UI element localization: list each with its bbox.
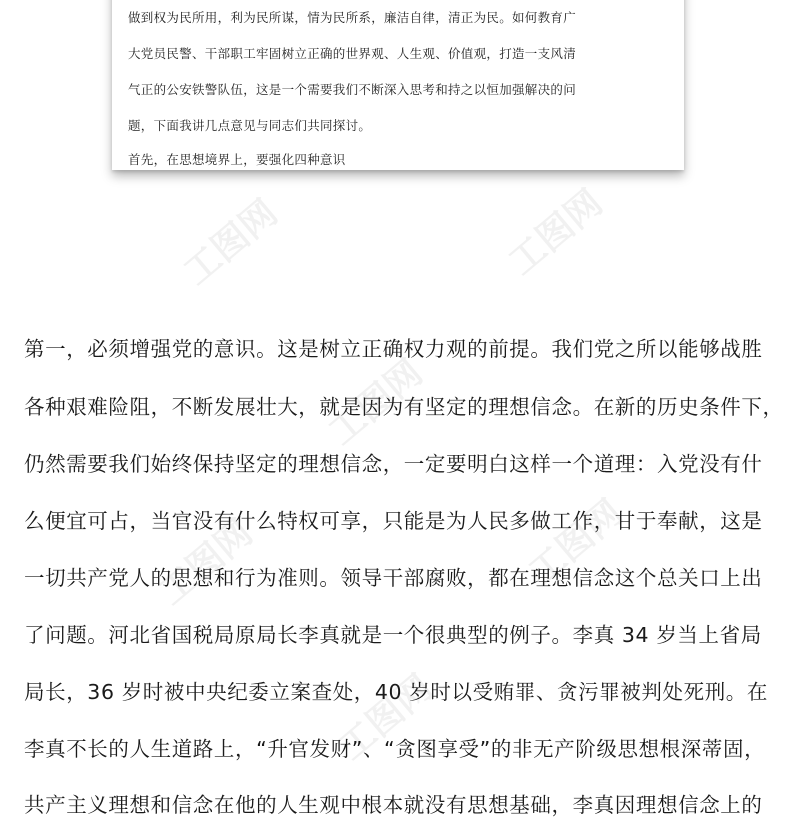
watermark: 工图网	[176, 192, 286, 294]
body-text-line: 仍然需要我们始终保持坚定的理想信念，一定要明白这样一个道理：入党没有什	[24, 452, 763, 476]
body-text-line: 共产主义理想和信念在他的人生观中根本就没有思想基础，李真因理想信念上的	[24, 793, 763, 817]
body-text-line: 么便宜可占，当官没有什么特权可享，只能是为人民多做工作，甘于奉献，这是	[24, 509, 763, 533]
watermark: 工图网	[321, 352, 431, 454]
body-text-line: 了问题。河北省国税局原局长李真就是一个很典型的例子。李真 34 岁当上省局	[24, 623, 762, 647]
body-text-line: 第一，必须增强党的意识。这是树立正确权力观的前提。我们党之所以能够战胜	[24, 337, 763, 361]
card-text-line: 大党员民警、干部职工牢固树立正确的世界观、人生观、价值观，打造一支风清	[128, 46, 577, 61]
watermark: 工图网	[521, 492, 631, 594]
body-text-line: 局长，36 岁时被中央纪委立案查处，40 岁时以受贿罪、贪污罪被判处死刑。在	[24, 680, 769, 704]
body-text-line: 一切共产党人的思想和行为准则。领导干部腐败，都在理想信念这个总关口上出	[24, 566, 763, 590]
card-text-line: 题，下面我讲几点意见与同志们共同探讨。	[128, 118, 372, 133]
document-page-preview	[112, 0, 684, 170]
body-text-line: 各种艰难险阻，不断发展壮大，就是因为有坚定的理想信念。在新的历史条件下，	[24, 395, 784, 419]
card-text-line: 气正的公安铁警队伍，这是一个需要我们不断深入思考和持之以恒加强解决的问	[128, 82, 577, 97]
watermark: 工图网	[151, 512, 261, 614]
card-text-line: 做到权为民所用，利为民所谋，情为民所系，廉洁自律，清正为民。如何教育广	[128, 10, 577, 25]
watermark: 工图网	[501, 182, 611, 284]
watermark: 工图网	[331, 667, 441, 769]
card-section-heading: 首先，在思想境界上，要强化四种意识	[128, 152, 346, 167]
body-text-line: 李真不长的人生道路上，“升官发财”、“贪图享受”的非无产阶级思想根深蒂固，	[24, 737, 766, 761]
